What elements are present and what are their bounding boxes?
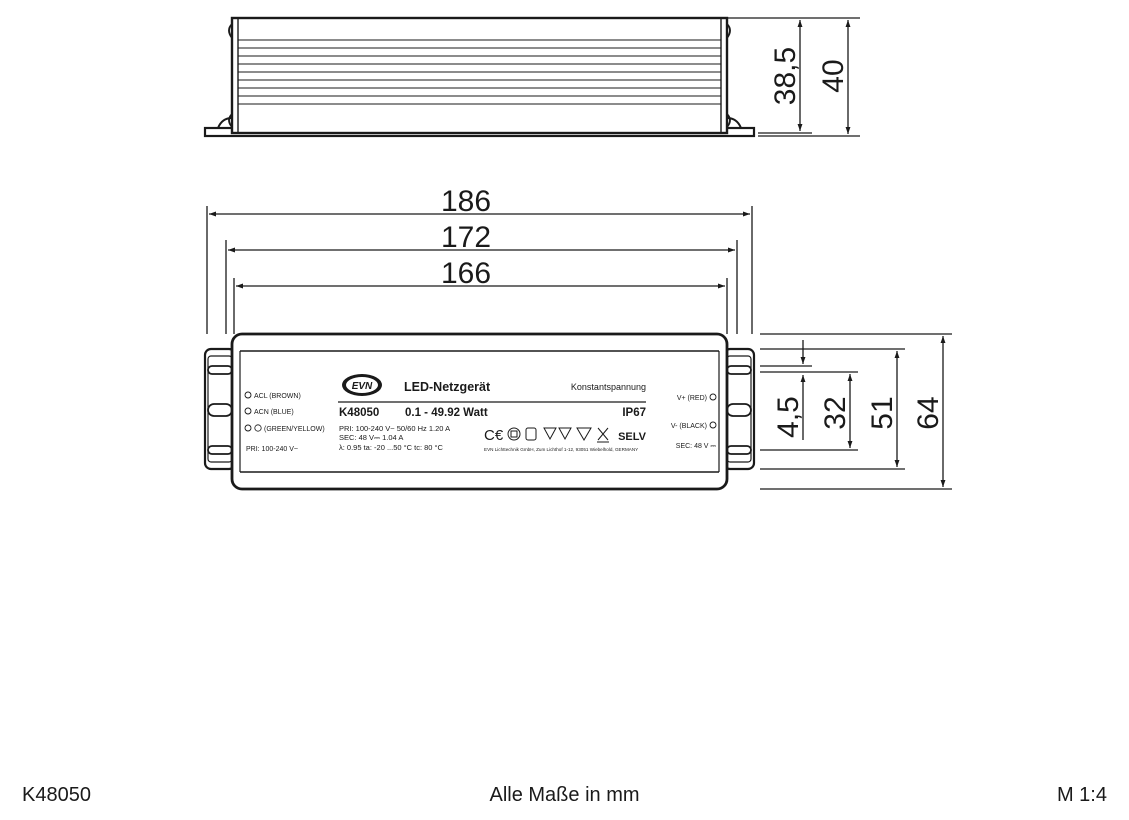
dim-height-total: 40 — [817, 59, 850, 93]
footer-model: K48050 — [22, 784, 91, 806]
label-pri-line: PRI: 100-240 V~ 50/60 Hz 1.20 A — [339, 424, 451, 433]
label-address: EVN Lichttechnik GmbH, Zum Lichthof 1-12, 93051 Wiebelhold, GERMANY — [484, 447, 639, 452]
terminal-pri: PRI: 100-240 V~ — [246, 446, 298, 453]
label-title: LED-Netzgerät — [404, 380, 491, 394]
dim-length-body: 166 — [440, 257, 492, 290]
terminal-ground: (GREEN/YELLOW) — [264, 426, 325, 433]
dim-width-body: 51 — [866, 396, 899, 430]
footer-scale: M 1:4 — [1056, 784, 1107, 806]
dim-length-mounting: 172 — [440, 221, 492, 254]
terminal-v-plus: V+ (RED) — [676, 395, 707, 402]
svg-text:EVN: EVN — [351, 381, 373, 392]
label-selv: SELV — [618, 431, 646, 443]
label-ip: IP67 — [622, 407, 646, 419]
terminal-sec: SEC: 48 V ⎓ — [675, 443, 716, 450]
label-subtitle: Konstantspannung — [570, 382, 646, 392]
dim-width-hole: 4,5 — [772, 396, 805, 438]
label-specs-line: λ: 0.95 ta: -20 ...50 °C tc: 80 °C — [339, 443, 443, 452]
ce-mark: C€ — [484, 427, 504, 444]
side-view-body — [232, 18, 727, 133]
terminal-acl: ACL (BROWN) — [254, 393, 301, 400]
dim-width-total: 64 — [912, 396, 945, 430]
terminal-v-minus: V- (BLACK) — [670, 423, 707, 430]
side-view — [205, 18, 754, 136]
dim-length-total: 186 — [440, 185, 492, 218]
dim-height-body: 38,5 — [769, 46, 802, 106]
dim-width-inner: 32 — [819, 396, 852, 430]
evn-logo — [342, 374, 382, 396]
terminal-acn: ACN (BLUE) — [254, 409, 294, 416]
label-sec-line: SEC: 48 V⎓ 1.04 A — [339, 433, 404, 442]
footer-units: Alle Maße in mm — [489, 784, 640, 806]
label-power: 0.1 - 49.92 Watt — [405, 407, 488, 419]
label-model: K48050 — [339, 407, 380, 419]
